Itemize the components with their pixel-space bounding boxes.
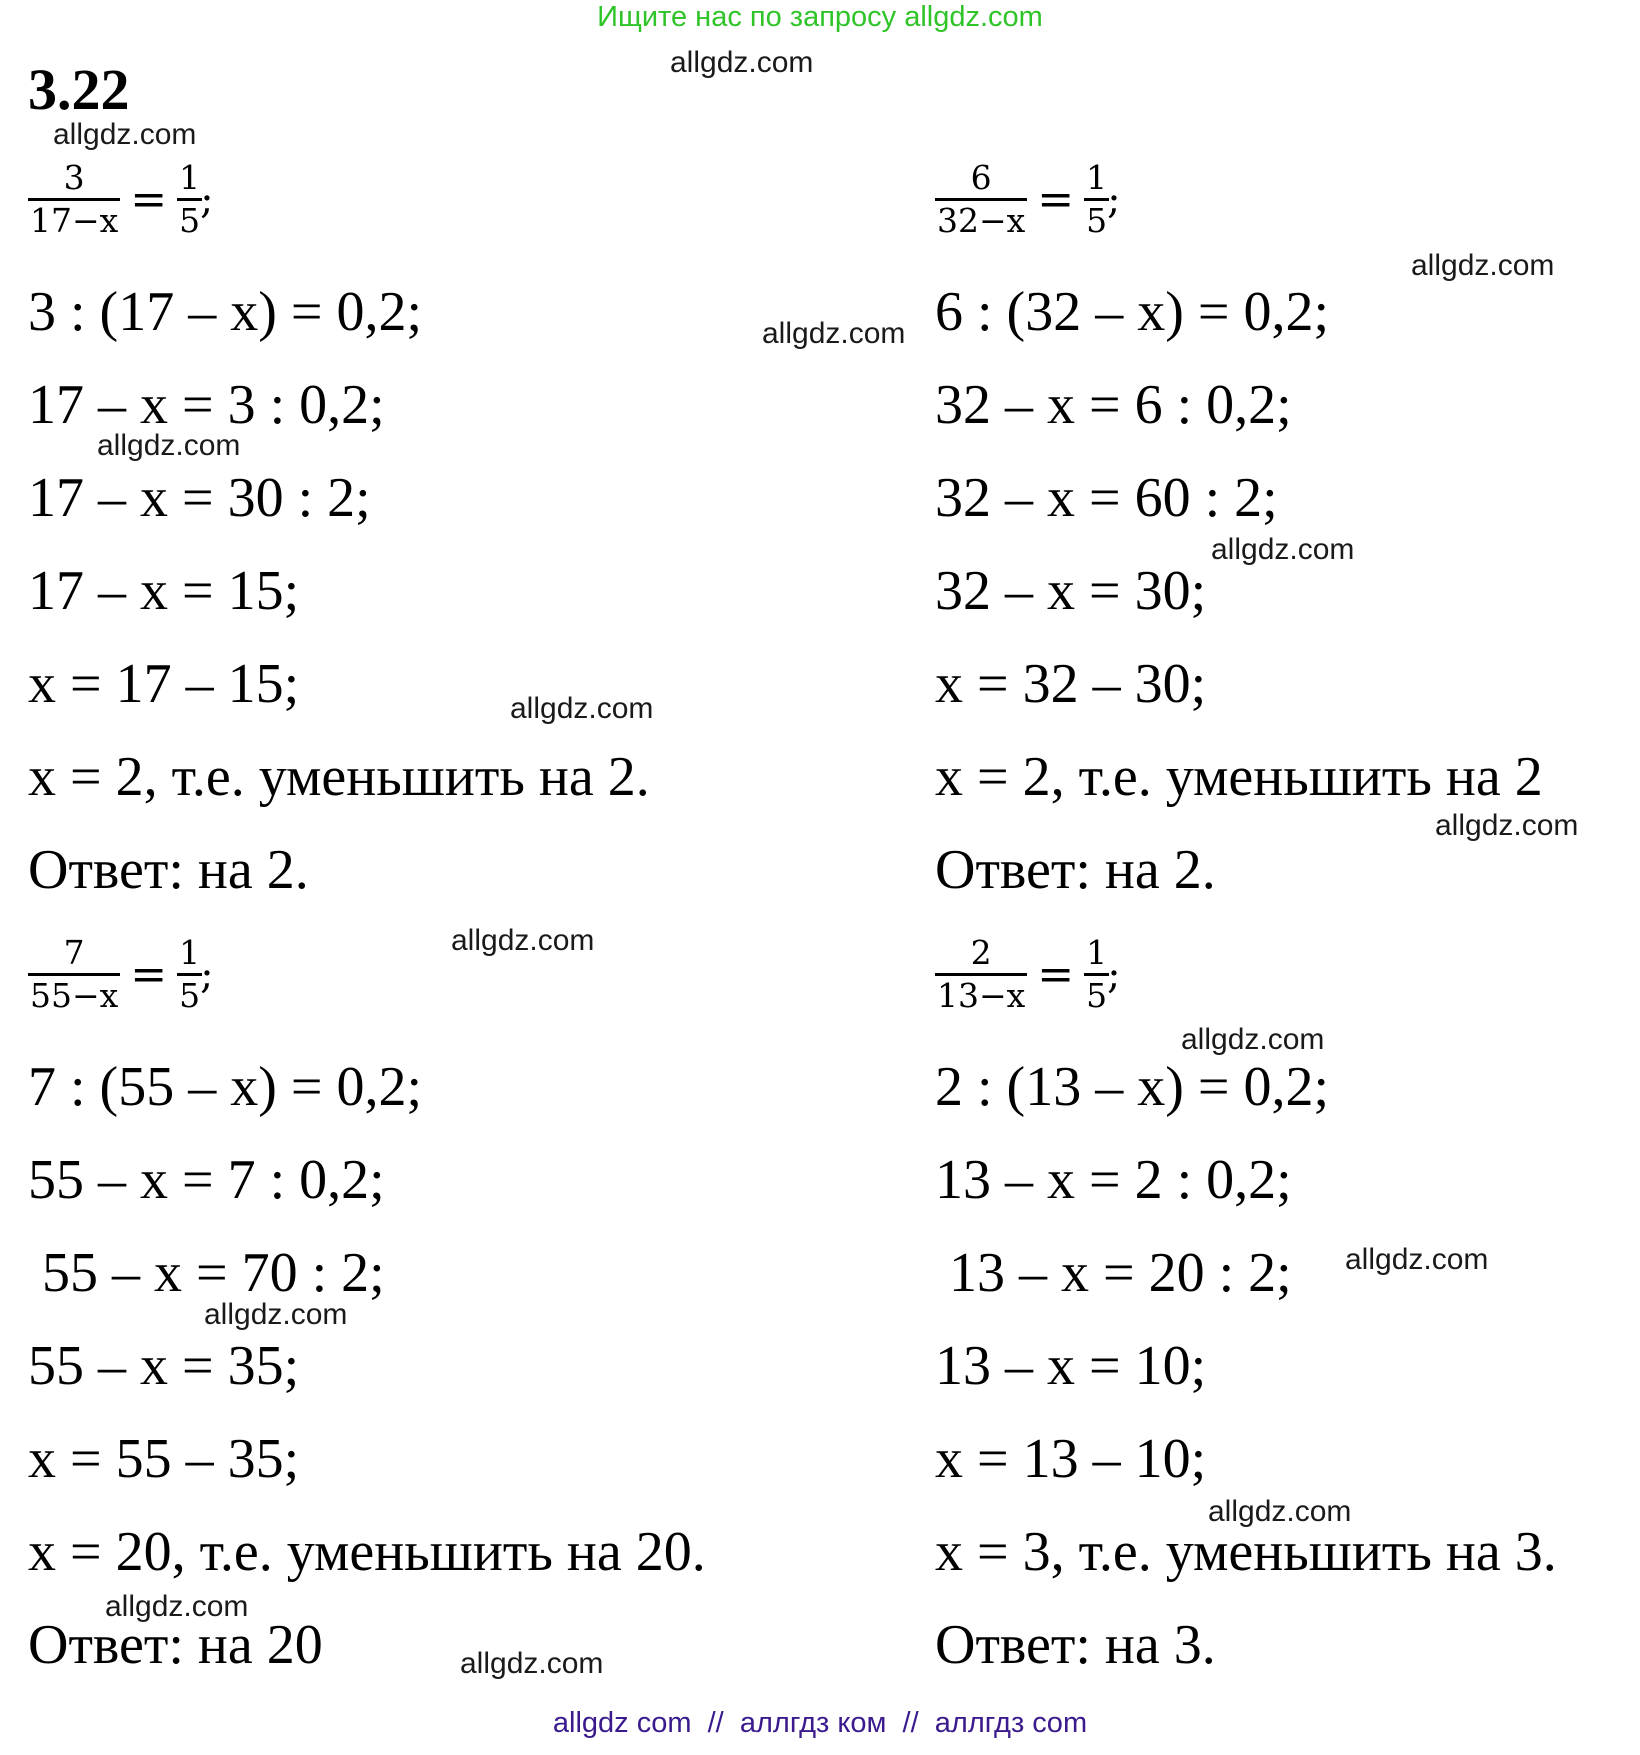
watermark: allgdz.com [204,1298,348,1331]
footer-watermark: allgdz com // аллгдз ком // аллгдз com [552,1707,1088,1739]
solution-step: x = 17 – 15; [28,653,300,715]
solution-step: 55 – x = 35; [28,1335,300,1397]
solution-step: 32 – x = 30; [935,560,1207,622]
fraction-equation: $\frac{2}{13-x}$ = $\frac{1}{5}$ ; [937,933,1121,1015]
fraction-equation: $\frac{6}{32-x}$ = $\frac{1}{5}$ ; [937,158,1121,240]
answer-line: Ответ: на 3. [935,1614,1216,1676]
solution-step: x = 13 – 10; [935,1428,1207,1490]
solution-step: x = 2, т.е. уменьшить на 2 [935,746,1543,808]
solution-step: 2 : (13 – x) = 0,2; [935,1056,1329,1118]
fraction-equation: $\frac{7}{55-x}$ = $\frac{1}{5}$ ; [30,933,214,1015]
fraction-tail: ; [1107,951,1121,998]
denominator: 5 [1086,976,1108,1015]
solution-step: x = 55 – 35; [28,1428,300,1490]
denominator: 13−x [937,976,1026,1015]
answer-line: Ответ: на 2. [28,839,309,901]
numerator: 2 [970,933,992,972]
watermark: allgdz.com [1435,809,1579,842]
fraction-tail: ; [1107,176,1121,223]
watermark: allgdz.com [53,118,197,151]
numerator: 3 [63,158,85,197]
solution-step: x = 32 – 30; [935,653,1207,715]
watermark: allgdz.com [460,1647,604,1680]
answer-line: Ответ: на 20 [28,1614,323,1676]
denominator: 5 [1086,201,1108,240]
search-banner: Ищите нас по запросу allgdz.com [597,1,1043,33]
denominator: 32−x [937,201,1026,240]
solution-step: 55 – x = 70 : 2; [28,1242,385,1304]
numerator: 6 [970,158,992,197]
watermark: allgdz.com [105,1590,249,1623]
solution-step: 13 – x = 10; [935,1335,1207,1397]
task-number: 3.22 [28,57,130,122]
fraction-tail: ; [200,951,214,998]
answer-line: Ответ: на 2. [935,839,1216,901]
solution-step: 7 : (55 – x) = 0,2; [28,1056,422,1118]
denominator: 55−x [30,976,119,1015]
solution-step: 3 : (17 – x) = 0,2; [28,281,422,343]
watermark: allgdz.com [97,429,241,462]
numerator: 1 [179,933,201,972]
watermark: allgdz.com [1181,1023,1325,1056]
solution-step: 17 – x = 3 : 0,2; [28,374,385,436]
solution-step: 13 – x = 20 : 2; [935,1242,1292,1304]
solution-step: x = 2, т.е. уменьшить на 2. [28,746,650,808]
numerator: 1 [1086,933,1108,972]
watermark: allgdz.com [451,924,595,957]
denominator: 17−x [30,201,119,240]
watermark: allgdz.com [510,692,654,725]
solution-step: x = 20, т.е. уменьшить на 20. [28,1521,706,1583]
watermark: allgdz.com [1211,533,1355,566]
solution-step: 17 – x = 15; [28,560,300,622]
solution-step: 32 – x = 6 : 0,2; [935,374,1292,436]
watermark: allgdz.com [1411,249,1555,282]
fraction-tail: ; [200,176,214,223]
solution-step: 32 – x = 60 : 2; [935,467,1278,529]
solution-step: x = 3, т.е. уменьшить на 3. [935,1521,1557,1583]
watermark: allgdz.com [762,317,906,350]
denominator: 5 [179,201,201,240]
denominator: 5 [179,976,201,1015]
solution-step: 55 – x = 7 : 0,2; [28,1149,385,1211]
watermark: allgdz.com [670,46,814,79]
fraction-equation: $\frac{3}{17-x}$ = $\frac{1}{5}$ ; [30,158,214,240]
solution-step: 6 : (32 – x) = 0,2; [935,281,1329,343]
watermark: allgdz.com [1345,1243,1489,1276]
solution-step: 17 – x = 30 : 2; [28,467,371,529]
numerator: 1 [179,158,201,197]
numerator: 7 [63,933,85,972]
watermark: allgdz.com [1208,1495,1352,1528]
numerator: 1 [1086,158,1108,197]
solution-step: 13 – x = 2 : 0,2; [935,1149,1292,1211]
